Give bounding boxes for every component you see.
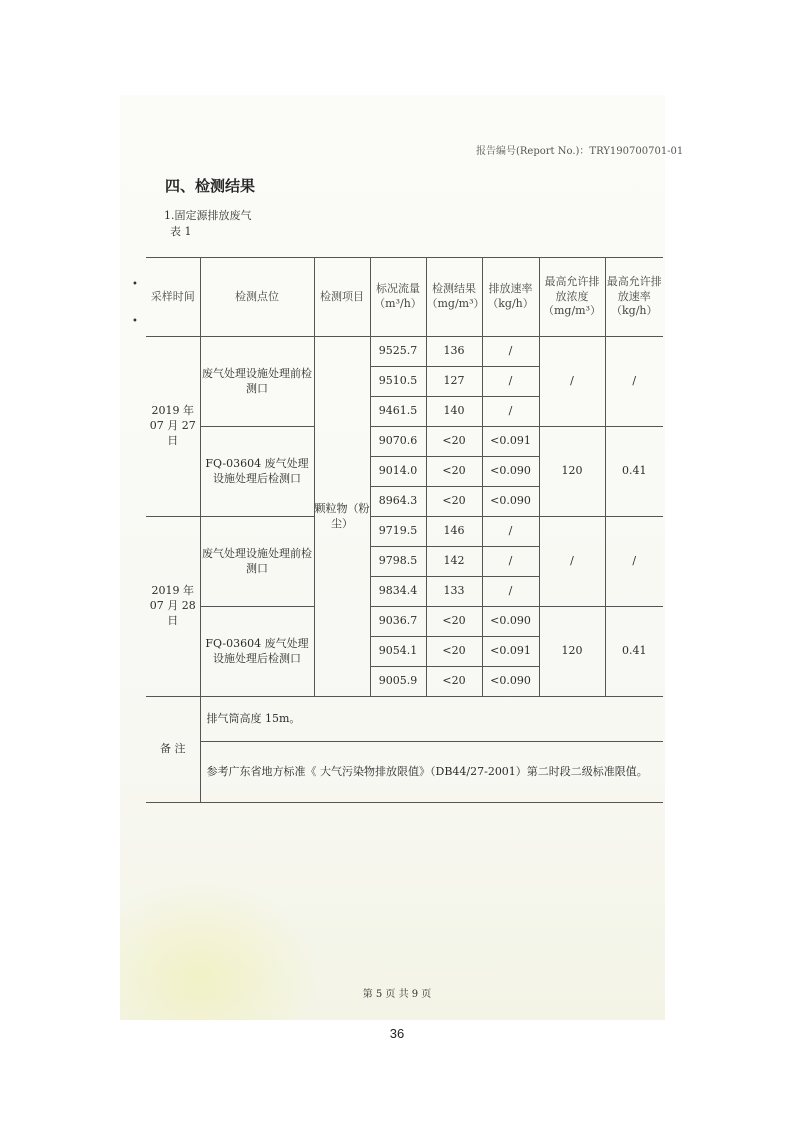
result-value: <20 (426, 667, 482, 697)
sampling-point: 废气处理设施处理前检测口 (200, 517, 314, 607)
max-conc-value: 120 (539, 607, 605, 697)
flow-value: 9461.5 (370, 397, 426, 427)
col-header-item: 检测项目 (314, 258, 370, 337)
note-stack-height: 排气筒高度 15m。 (200, 697, 663, 742)
result-value: 136 (426, 337, 482, 367)
rate-value: <0.091 (482, 637, 539, 667)
binding-dot: • (132, 316, 138, 327)
rate-value: / (482, 547, 539, 577)
max-rate-value: 0.41 (605, 607, 663, 697)
col-header-flow: 标况流量（m³/h） (370, 258, 426, 337)
rate-value: / (482, 397, 539, 427)
result-value: <20 (426, 607, 482, 637)
notes-row (146, 742, 663, 803)
section-subtitle: 1.固定源排放废气 (164, 209, 252, 222)
flow-value: 9005.9 (370, 667, 426, 697)
table-row (146, 607, 663, 637)
flow-value: 8964.3 (370, 487, 426, 517)
flow-value: 9036.7 (370, 607, 426, 637)
result-value: 146 (426, 517, 482, 547)
max-rate-value: / (605, 517, 663, 607)
rate-value: / (482, 337, 539, 367)
rate-value: / (482, 577, 539, 607)
note-reference-standard: 参考广东省地方标准《 大气污染物排放限值》（DB44/27-2001）第二时段二级标准限值。 (200, 742, 663, 803)
rate-value: <0.090 (482, 487, 539, 517)
flow-value: 9525.7 (370, 337, 426, 367)
col-header-rate: 排放速率（kg/h） (482, 258, 539, 337)
max-conc-value: 120 (539, 427, 605, 517)
table-row (146, 517, 663, 547)
flow-value: 9798.5 (370, 547, 426, 577)
flow-value: 9719.5 (370, 517, 426, 547)
rate-value: <0.090 (482, 457, 539, 487)
result-value: <20 (426, 427, 482, 457)
flow-value: 9054.1 (370, 637, 426, 667)
result-value: 127 (426, 367, 482, 397)
notes-row (146, 697, 663, 742)
table-header-row (146, 258, 663, 337)
table-row (146, 427, 663, 457)
col-header-result: 检测结果（mg/m³） (426, 258, 482, 337)
test-item: 颗粒物（粉尘） (314, 337, 370, 697)
table-label: 表 1 (170, 225, 192, 238)
col-header-time: 采样时间 (146, 258, 200, 337)
page-counter: 第 5 页 共 9 页 (362, 989, 432, 1000)
sampling-date: 2019 年 07 月 28 日 (146, 517, 200, 697)
result-value: 140 (426, 397, 482, 427)
max-rate-value: / (605, 337, 663, 427)
col-header-max-rate: 最高允许排放速率（kg/h） (605, 258, 663, 337)
rate-value: / (482, 367, 539, 397)
result-value: 133 (426, 577, 482, 607)
max-rate-value: 0.41 (605, 427, 663, 517)
rate-value: <0.090 (482, 667, 539, 697)
result-value: 142 (426, 547, 482, 577)
sampling-date: 2019 年 07 月 27 日 (146, 337, 200, 517)
sampling-point: FQ-03604 废气处理设施处理后检测口 (200, 607, 314, 697)
report-number: 报告编号(Report No.)：TRY190700701-01 (476, 146, 684, 157)
result-value: <20 (426, 637, 482, 667)
rate-value: / (482, 517, 539, 547)
sampling-point: FQ-03604 废气处理设施处理后检测口 (200, 427, 314, 517)
col-header-max-conc: 最高允许排放浓度（mg/m³） (539, 258, 605, 337)
results-table (146, 257, 663, 803)
section-title: 四、检测结果 (165, 177, 256, 195)
sampling-point: 废气处理设施处理前检测口 (200, 337, 314, 427)
table-row (146, 337, 663, 367)
flow-value: 9070.6 (370, 427, 426, 457)
rate-value: <0.091 (482, 427, 539, 457)
col-header-point: 检测点位 (200, 258, 314, 337)
rate-value: <0.090 (482, 607, 539, 637)
flow-value: 9014.0 (370, 457, 426, 487)
flow-value: 9510.5 (370, 367, 426, 397)
binding-dot: • (132, 279, 138, 290)
notes-label: 备 注 (146, 697, 200, 803)
result-value: <20 (426, 457, 482, 487)
max-conc-value: / (539, 337, 605, 427)
result-value: <20 (426, 487, 482, 517)
flow-value: 9834.4 (370, 577, 426, 607)
sheet-number: 36 (389, 1026, 405, 1041)
max-conc-value: / (539, 517, 605, 607)
